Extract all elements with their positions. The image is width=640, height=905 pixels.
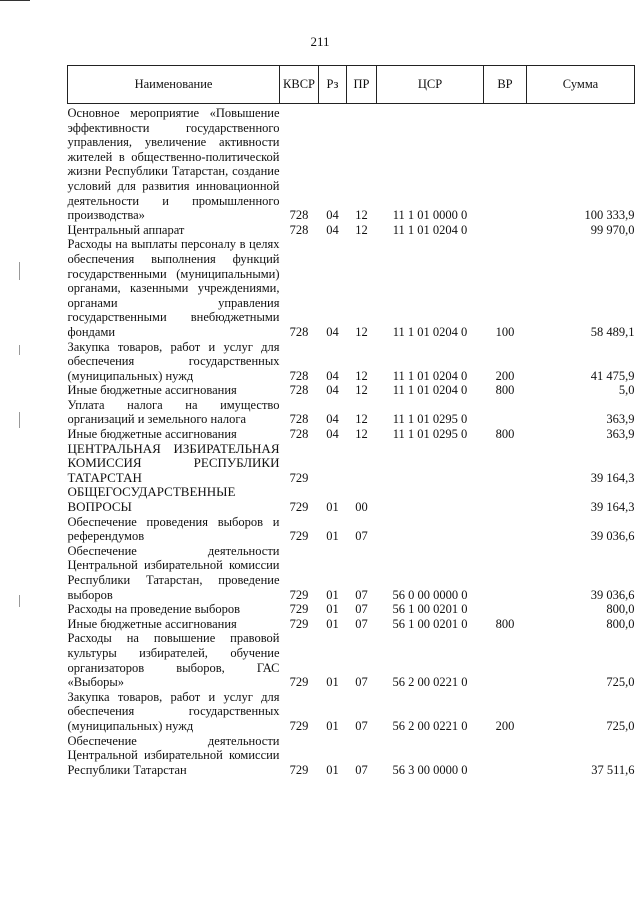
cell-rz: 04	[326, 412, 339, 427]
cell-csr: 56 3 00 0000 0	[392, 762, 468, 777]
budget-table	[67, 65, 635, 777]
cell-csr	[377, 485, 484, 514]
cell-csr: 11 1 01 0204 0	[392, 324, 468, 339]
cell-name: Иные бюджетные ассигнования	[67, 383, 237, 398]
cell-sum: 39 036,6	[590, 587, 635, 602]
cell-rz: 01	[326, 587, 339, 602]
cell-pr: 00	[355, 500, 368, 515]
cell-vr: 800	[495, 616, 515, 631]
header-sum: Сумма	[527, 66, 635, 104]
table-row	[68, 383, 635, 398]
cell-pr: 12	[355, 383, 368, 398]
cell-pr	[347, 442, 377, 486]
cell-csr: 56 0 00 0000 0	[392, 587, 468, 602]
cell-vr	[484, 485, 527, 514]
cell-csr: 11 1 01 0000 0	[392, 208, 468, 223]
cell-pr: 12	[355, 208, 368, 223]
table-row	[68, 485, 635, 514]
header-name: Наименование	[68, 66, 280, 104]
header-pr: ПР	[347, 66, 377, 104]
header-csr: ЦСР	[377, 66, 484, 104]
cell-rz: 04	[326, 427, 339, 442]
cell-name: Расходы на выплаты персоналу в целях обеспечения выполнения функций государственными (муниципальными) органами, казенными учреждениями, органами управления государственными внебюджетными фондами	[67, 237, 280, 339]
cell-kvsr: 728	[289, 427, 309, 442]
table-row	[68, 631, 635, 689]
cell-pr: 12	[355, 222, 368, 237]
cell-sum: 39 036,6	[590, 529, 635, 544]
cell-kvsr: 729	[289, 500, 309, 515]
cell-sum: 41 475,9	[590, 368, 635, 383]
cell-vr	[484, 515, 527, 544]
cell-rz: 04	[326, 208, 339, 223]
cell-kvsr: 729	[289, 470, 309, 485]
cell-rz: 01	[326, 675, 339, 690]
cell-sum: 800,0	[606, 616, 635, 631]
cell-vr	[484, 544, 527, 602]
cell-csr: 56 1 00 0201 0	[392, 616, 468, 631]
cell-rz: 04	[326, 222, 339, 237]
cell-vr	[484, 104, 527, 223]
cell-sum: 99 970,0	[590, 222, 635, 237]
cell-name: Центральный аппарат	[67, 222, 185, 237]
cell-vr	[484, 398, 527, 427]
scan-speck	[19, 262, 20, 280]
cell-csr: 11 1 01 0204 0	[392, 368, 468, 383]
table-body	[68, 104, 635, 778]
cell-csr: 11 1 01 0204 0	[392, 383, 468, 398]
cell-kvsr: 728	[289, 208, 309, 223]
header-kvsr: КВСР	[280, 66, 319, 104]
cell-sum: 363,9	[606, 427, 635, 442]
cell-sum: 5,0	[618, 383, 635, 398]
cell-pr: 07	[355, 718, 368, 733]
cell-rz: 01	[326, 616, 339, 631]
scan-speck	[19, 595, 20, 607]
cell-sum: 800,0	[606, 602, 635, 617]
table-row	[68, 602, 635, 617]
table-row	[68, 442, 635, 486]
cell-rz: 01	[326, 762, 339, 777]
page-number: 211	[310, 34, 330, 49]
cell-vr: 800	[495, 383, 515, 398]
cell-kvsr: 729	[289, 675, 309, 690]
cell-kvsr: 728	[289, 412, 309, 427]
table-row	[68, 340, 635, 384]
cell-vr	[484, 734, 527, 778]
table-header-row	[68, 66, 635, 104]
cell-kvsr: 728	[289, 222, 309, 237]
cell-name: Закупка товаров, работ и услуг для обеспечения государственных (муниципальных) нужд	[67, 339, 280, 383]
cell-vr	[484, 442, 527, 486]
header-vr: ВР	[484, 66, 527, 104]
cell-pr: 07	[355, 762, 368, 777]
table-row	[68, 734, 635, 778]
cell-vr: 800	[495, 427, 515, 442]
cell-kvsr: 728	[289, 324, 309, 339]
cell-csr	[377, 442, 484, 486]
cell-csr: 56 2 00 0221 0	[392, 718, 468, 733]
table-row	[68, 104, 635, 223]
cell-sum: 363,9	[606, 412, 635, 427]
table-row	[68, 427, 635, 442]
cell-name: Иные бюджетные ассигнования	[67, 427, 237, 442]
cell-pr: 07	[355, 602, 368, 617]
cell-vr: 100	[495, 324, 515, 339]
cell-name: ЦЕНТРАЛЬНАЯ ИЗБИРАТЕЛЬНАЯ КОМИССИЯ РЕСПУБЛИКИ ТАТАРСТАН	[67, 440, 280, 485]
table-row	[68, 398, 635, 427]
table-row	[68, 617, 635, 632]
cell-kvsr: 729	[289, 616, 309, 631]
cell-name: Обеспечение деятельности Центральной избирательной комиссии Республики Татарстан	[67, 733, 280, 777]
table-row	[68, 223, 635, 238]
table-row	[68, 515, 635, 544]
cell-rz	[319, 442, 347, 486]
scan-speck	[19, 345, 20, 355]
cell-vr	[484, 223, 527, 238]
cell-rz: 04	[326, 368, 339, 383]
cell-pr: 12	[355, 368, 368, 383]
cell-name: ОБЩЕГОСУДАРСТВЕННЫЕ ВОПРОСЫ	[67, 484, 236, 515]
cell-pr: 12	[355, 412, 368, 427]
cell-kvsr: 729	[289, 529, 309, 544]
cell-name: Уплата налога на имущество организаций и земельного налога	[67, 397, 280, 427]
cell-pr: 07	[355, 587, 368, 602]
cell-vr	[484, 631, 527, 689]
table-row	[68, 237, 635, 339]
cell-rz: 04	[326, 383, 339, 398]
cell-csr: 56 2 00 0221 0	[392, 675, 468, 690]
cell-rz: 04	[326, 324, 339, 339]
scan-corner-mark	[0, 0, 30, 1]
cell-name: Иные бюджетные ассигнования	[67, 616, 237, 631]
cell-kvsr: 729	[289, 762, 309, 777]
cell-kvsr: 728	[289, 368, 309, 383]
cell-vr	[484, 602, 527, 617]
cell-sum: 100 333,9	[584, 208, 635, 223]
cell-sum: 58 489,1	[590, 324, 635, 339]
cell-name: Расходы на повышение правовой культуры избирателей, обучение организаторов выборов, ГАС «Выборы»	[67, 631, 280, 690]
cell-name: Основное мероприятие «Повышение эффективности государственного управления, увеличение активности жителей в общественно-политической жизни Республики Татарстан, создание условий для развития инновационной деятельности и промышленного производства»	[67, 106, 280, 223]
cell-pr: 07	[355, 616, 368, 631]
cell-rz: 01	[326, 529, 339, 544]
table-row	[68, 544, 635, 602]
table-row	[68, 690, 635, 734]
cell-csr: 11 1 01 0295 0	[392, 427, 468, 442]
cell-csr: 11 1 01 0204 0	[392, 222, 468, 237]
cell-sum: 725,0	[606, 675, 635, 690]
cell-sum: 37 511,6	[591, 762, 635, 777]
cell-name: Обеспечение проведения выборов и референдумов	[67, 514, 280, 544]
cell-csr: 56 1 00 0201 0	[392, 602, 468, 617]
cell-csr: 11 1 01 0295 0	[392, 412, 468, 427]
cell-csr	[377, 515, 484, 544]
scan-speck	[19, 412, 20, 428]
cell-sum: 725,0	[606, 718, 635, 733]
cell-kvsr: 729	[289, 602, 309, 617]
cell-pr: 07	[355, 675, 368, 690]
cell-rz: 01	[326, 602, 339, 617]
cell-rz: 01	[326, 718, 339, 733]
cell-pr: 07	[355, 529, 368, 544]
cell-vr: 200	[495, 718, 515, 733]
cell-kvsr: 729	[289, 718, 309, 733]
cell-pr: 12	[355, 427, 368, 442]
cell-sum: 39 164,3	[590, 500, 635, 515]
cell-name: Закупка товаров, работ и услуг для обеспечения государственных (муниципальных) нужд	[67, 689, 280, 733]
cell-pr: 12	[355, 324, 368, 339]
cell-name: Обеспечение деятельности Центральной избирательной комиссии Республики Татарстан, проведение выборов	[67, 543, 280, 602]
cell-vr: 200	[495, 368, 515, 383]
cell-sum: 39 164,3	[590, 470, 635, 485]
cell-rz: 01	[326, 500, 339, 515]
cell-kvsr: 729	[289, 587, 309, 602]
cell-kvsr: 728	[289, 383, 309, 398]
header-rz: Рз	[319, 66, 347, 104]
cell-name: Расходы на проведение выборов	[67, 602, 240, 617]
